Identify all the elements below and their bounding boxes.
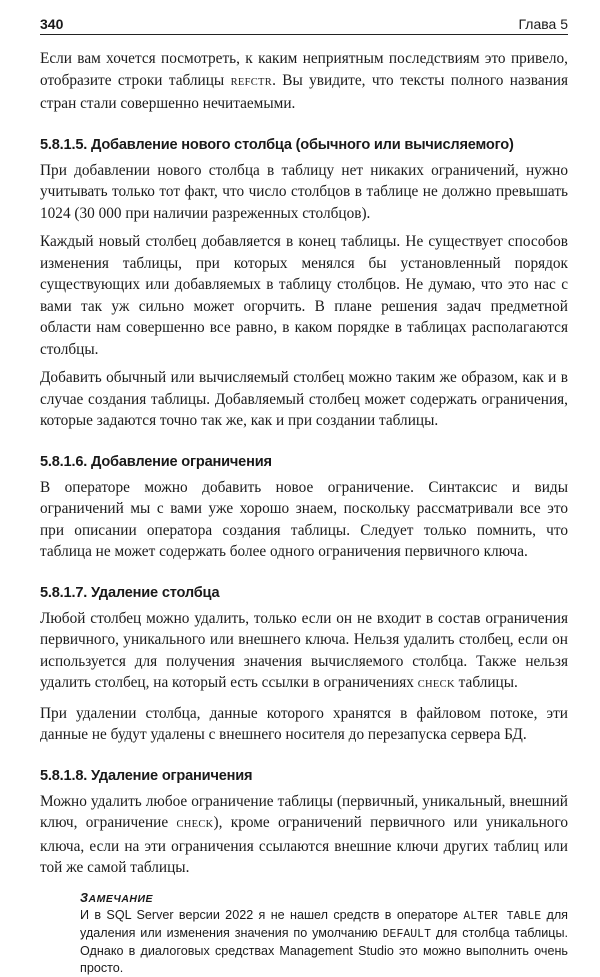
note-box [80,891,568,977]
text-run: И в SQL Server версии 2022 я не нашел средств в операторе [80,907,464,922]
chapter-label: Глава 5 [518,16,568,32]
note-title-initial: З [80,890,89,905]
text-run: Можно удалить любое ограничение таблицы (первичный, уникальный, внешний ключ, ограничение [40,792,568,831]
code-default: DEFAULT [382,927,431,941]
text-run: таблицы. [454,674,518,691]
section-heading-add-column: 5.8.1.5. Добавление нового столбца (обычного или вычисляемого) [40,136,514,153]
note-title [80,891,568,905]
text-run: ), кроме ограничений первичного или уникального ключа, если на эти ограничения ссылаются внешние ключи других таблиц или той же самой таблицы. [40,814,568,876]
intro-paragraph [40,48,568,115]
section-heading-drop-constraint: 5.8.1.8. Удаление ограничения [40,767,253,784]
note-text [80,907,568,977]
paragraph [40,608,568,696]
paragraph: Добавить обычный или вычисляемый столбец можно таким же образом, как и в случае создания таблицы. Добавляемый столбец может содержать ограничения, которые задаются точно так же, как и при создании таблицы. [40,369,568,429]
section-heading-add-constraint: 5.8.1.6. Добавление ограничения [40,453,272,470]
paragraph: При добавлении нового столбца в таблицу нет никаких ограничений, нужно учитывать только тот факт, что число столбцов в таблице не должно превышать 1024 (30 000 при наличии разреженных столбцов). [40,161,568,222]
paragraph: Каждый новый столбец добавляется в конец таблицы. Не существует способов изменения таблицы, при которых менялся бы установленный порядок существующих или добавляемых в таблицу столбцов. Не думаю, что это нас с вами так уж сильно может огорчить. В плане решения задач предметной области нам совершенно все равно, в каком порядке в таблицах располагаются столбцы. [40,233,568,358]
text-run: Если вам хочется посмотреть, к каким неприятным последствиям это привело, отобразите строки таблицы [40,50,568,89]
paragraph: При удалении столбца, данные которого хранятся в файловом потоке, эти данные не будут удалены с внешнего носителя до перезапуска сервера БД. [40,704,568,743]
book-page [40,12,568,977]
section-heading-drop-column: 5.8.1.7. Удаление столбца [40,584,220,601]
text-run: . Вы увидите, что тексты полного названия стран стали совершенно нечитаемыми. [40,71,568,112]
text-run: для столбца таблицы. Однако в диалоговых средствах Management Studio это можно выполнить очень просто. [80,925,569,975]
note-title-rest: АМЕЧАНИЕ [88,892,154,905]
code-check: CHECK [417,679,455,690]
paragraph [40,791,568,879]
paragraph: В операторе можно добавить новое ограничение. Синтаксис и виды ограничений мы с вами уже хорошо знаем, поскольку рассматривали все это при описании оператора создания таблицы. Следует только помнить, что таблица не может содержать более одного ограничения первичного ключа. [40,478,568,560]
code-table-name: REFCTR [230,76,273,88]
running-header [40,12,568,35]
page-number: 340 [40,16,64,32]
text-run: для удаления или изменения значения по умолчанию [80,907,568,940]
code-alter-table: ALTER TABLE [463,909,542,923]
code-check: CHECK [176,819,214,830]
text-run: Любой столбец можно удалить, только если он не входит в состав ограничения первичного, уникального или внешнего ключа. Нельзя удалить столбец, если он используется для получения значения вычисляемого столбца. Также нельзя удалить столбец, на который есть ссылки в ограничениях [40,609,568,691]
